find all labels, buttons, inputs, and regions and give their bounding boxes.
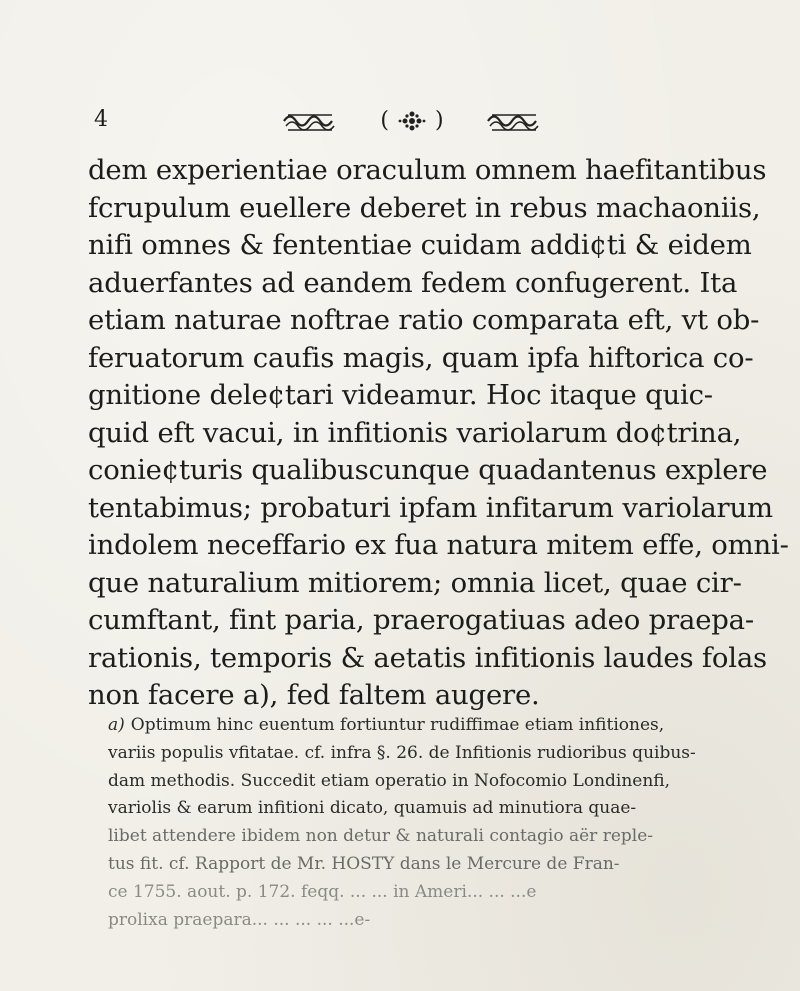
text-line: cumftant, fint paria, praerogatiuas adeo praepa- [88, 604, 754, 636]
page-number: 4 [94, 107, 108, 132]
text-line: fcrupulum euellere deberet in rebus machaoniis, [88, 191, 761, 224]
footnote-line: variis populis vfitatae. cf. infra §. 26. de Infitionis rudioribus quibus- [108, 742, 696, 763]
text-line: conie¢turis qualibuscunque quadantenus explere [88, 454, 768, 486]
text-line: feruatorum caufis magis, quam ipfa hiftorica co- [88, 341, 754, 374]
ornament-paren-left: ( [380, 108, 389, 133]
text-line: quid eft vacui, in infitionis variolarum do¢trina, [88, 416, 742, 449]
text-line: nifi omnes & fententiae cuidam addi¢ti & eidem [88, 229, 752, 261]
footnote-line [108, 712, 728, 740]
ornament-paren-right: ) [435, 108, 444, 133]
text-line: indolem neceffario ex fua natura mitem effe, omni- [88, 529, 789, 561]
footnote-line: ce 1755. aout. p. 172. feqq. ... ... in Ameri... ... ...e [108, 881, 537, 902]
footnote-line: variolis & earum infitioni dicato, quamuis ad minutiora quae- [108, 798, 637, 819]
ornament-right-icon [486, 110, 542, 132]
footnote-line: dam methodis. Succedit etiam operatio in Nofocomio Londinenfi, [108, 770, 671, 791]
footnote-line: libet attendere ibidem non detur & naturali contagio aër reple- [108, 826, 654, 847]
text-line: etiam naturae noftrae ratio comparata eft, vt ob- [88, 304, 760, 336]
footnote-marker: a) [108, 715, 125, 735]
ornament-center [380, 109, 443, 133]
text-line: gnitione dele¢tari videamur. Hoc itaque quic- [88, 379, 713, 411]
footnote-line: tus fit. cf. Rapport de Mr. HOSTY dans le Mercure de Fran- [108, 853, 620, 874]
text-line: que naturalium mitiorem; omnia licet, quae cir- [88, 566, 742, 599]
header-ornament [282, 106, 542, 136]
text-line: aduerfantes ad eandem fedem confugerent. Ita [88, 266, 738, 299]
text-line: tentabimus; probaturi ipfam infitarum variolarum [88, 491, 773, 524]
footnote-line-text: Optimum hinc euentum fortiuntur rudiffimae etiam infitiones, [130, 715, 665, 735]
footnote-line: prolixa praepara... ... ... ... ...e- [108, 909, 371, 930]
text-line: rationis, temporis & aetatis infitionis laudes folas [88, 641, 767, 674]
flower-ornament-icon [397, 110, 427, 132]
footnote [108, 712, 728, 934]
main-text [88, 152, 789, 715]
text-line: dem experientiae oraculum omnem haefitantibus [88, 154, 767, 186]
text-line: non facere a), fed faltem augere. [88, 679, 540, 711]
page-header [0, 106, 800, 146]
ornament-left-icon [282, 110, 338, 132]
